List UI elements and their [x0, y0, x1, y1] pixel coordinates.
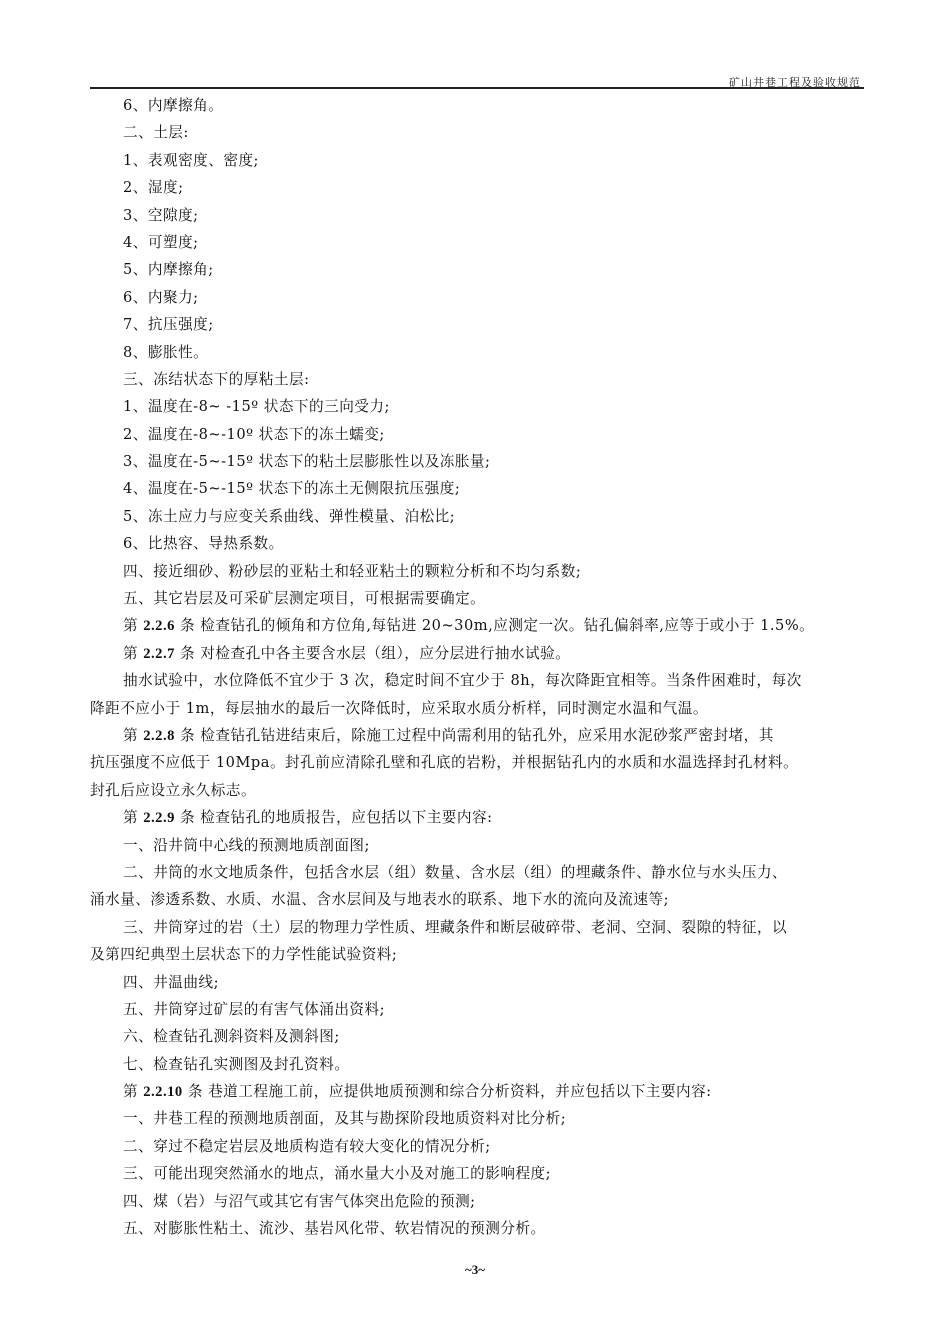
clause-text: 条 巷道工程施工前，应提供地质预测和综合分析资料，并应包括以下主要内容: — [182, 1083, 712, 1101]
text-line: 6、内聚力; — [123, 288, 199, 306]
text-line: 二、土层: — [123, 124, 189, 142]
text-line: 封孔后应设立永久标志。 — [90, 781, 257, 799]
clause-prefix: 第 — [123, 617, 144, 635]
clause-number: 2.2.10 — [143, 1084, 183, 1101]
page-number: ~3~ — [464, 1262, 486, 1277]
text-line: 抽水试验中，水位降低不宜少于 3 次，稳定时间不宜少于 8h，每次降距宜相等。当条件困难时，每次 — [123, 672, 802, 690]
text-line: 7、抗压强度; — [123, 316, 214, 334]
text-line: 4、可塑度; — [123, 233, 199, 251]
text-line: 4、温度在-5~-15º 状态下的冻土无侧限抗压强度; — [123, 480, 461, 498]
text-line: 三、冻结状态下的厚粘土层: — [123, 370, 310, 388]
text-line: 一、井巷工程的预测地质剖面，及其与勘探阶段地质资料对比分析; — [123, 1110, 567, 1128]
text-line: 三、可能出现突然涌水的地点，涌水量大小及对施工的影响程度; — [123, 1165, 552, 1183]
text-line: 二、井筒的水文地质条件，包括含水层（组）数量、含水层（组）的埋藏条件、静水位与水头压力、 — [123, 863, 788, 881]
clause-number: 2.2.7 — [143, 645, 175, 662]
text-line: 四、井温曲线; — [123, 973, 219, 991]
text-line: 五、井筒穿过矿层的有害气体涌出资料; — [123, 1000, 386, 1018]
clause-prefix: 第 — [123, 1083, 144, 1101]
text-line: 1、温度在-8~ -15º 状态下的三向受力; — [123, 398, 390, 416]
text-line: 2、湿度; — [123, 179, 184, 197]
text-line: 8、膨胀性。 — [123, 343, 209, 361]
text-line: 5、内摩擦角; — [123, 261, 214, 279]
running-header: 矿山井巷工程及验收规范 — [729, 76, 861, 89]
clause-line — [90, 1078, 864, 1105]
clause-prefix: 第 — [123, 809, 144, 827]
clause-line — [90, 722, 864, 749]
clause-number: 2.2.9 — [143, 810, 175, 827]
clause-prefix: 第 — [123, 644, 144, 662]
text-line: 四、接近细砂、粉砂层的亚粘土和轻亚粘土的颗粒分析和不均匀系数; — [123, 562, 582, 580]
clause-line — [90, 612, 864, 639]
text-line: 降距不应小于 1m，每层抽水的最后一次降低时，应采取水质分析样，同时测定水温和气温。 — [90, 699, 708, 717]
clause-text: 条 对检查孔中各主要含水层（组），应分层进行抽水试验。 — [174, 644, 571, 662]
text-line: 1、表观密度、密度; — [123, 151, 259, 169]
text-line: 七、检查钻孔实测图及封孔资料。 — [123, 1055, 350, 1073]
text-line: 三、井筒穿过的岩（土）层的物理力学性质、埋藏条件和断层破碎带、老洞、空洞、裂隙的特征，以 — [123, 918, 788, 936]
text-line: 二、穿过不稳定岩层及地质构造有较大变化的情况分析; — [123, 1137, 491, 1155]
clause-text: 条 检查钻孔的倾角和方位角,每钻进 20~30m,应测定一次。钻孔偏斜率,应等于或小于 1.5%。 — [174, 617, 815, 635]
text-line: 6、内摩擦角。 — [123, 97, 224, 114]
header-rule — [90, 87, 864, 89]
clause-number: 2.2.8 — [143, 727, 175, 744]
clause-line — [90, 804, 864, 831]
text-line: 3、空隙度; — [123, 206, 199, 224]
text-line: 2、温度在-8~-10º 状态下的冻土蠕变; — [123, 425, 385, 443]
clause-text: 条 检查钻孔的地质报告，应包括以下主要内容: — [174, 809, 493, 827]
clause-line — [90, 640, 864, 667]
clause-prefix: 第 — [123, 726, 144, 744]
text-line: 5、冻土应力与应变关系曲线、弹性模量、泊松比; — [123, 507, 456, 525]
text-line: 一、沿井筒中心线的预测地质剖面图; — [123, 836, 370, 854]
text-line: 四、煤（岩）与沼气或其它有害气体突出危险的预测; — [123, 1192, 476, 1210]
clause-text: 条 检查钻孔钻进结束后，除施工过程中尚需利用的钻孔外，应采用水泥砂浆严密封堵，其 — [174, 726, 774, 744]
document-body — [90, 92, 864, 1242]
text-line: 五、对膨胀性粘土、流沙、基岩风化带、软岩情况的预测分析。 — [123, 1220, 546, 1238]
text-line: 及第四纪典型土层状态下的力学性能试验资料; — [90, 946, 398, 964]
text-line: 涌水量、渗透系数、水质、水温、含水层间及与地表水的联系、地下水的流向及流速等; — [90, 891, 669, 909]
text-line: 五、其它岩层及可采矿层测定项目，可根据需要确定。 — [123, 590, 486, 608]
text-line: 6、比热容、导热系数。 — [123, 535, 284, 553]
clause-number: 2.2.6 — [143, 618, 175, 635]
text-line: 3、温度在-5~-15º 状态下的粘土层膨胀性以及冻胀量; — [123, 453, 491, 471]
text-line: 六、检查钻孔测斜资料及测斜图; — [123, 1028, 340, 1046]
text-line: 抗压强度不应低于 10Mpa。封孔前应清除孔壁和孔底的岩粉，并根据钻孔内的水质和水温选择封孔材料。 — [90, 754, 799, 772]
